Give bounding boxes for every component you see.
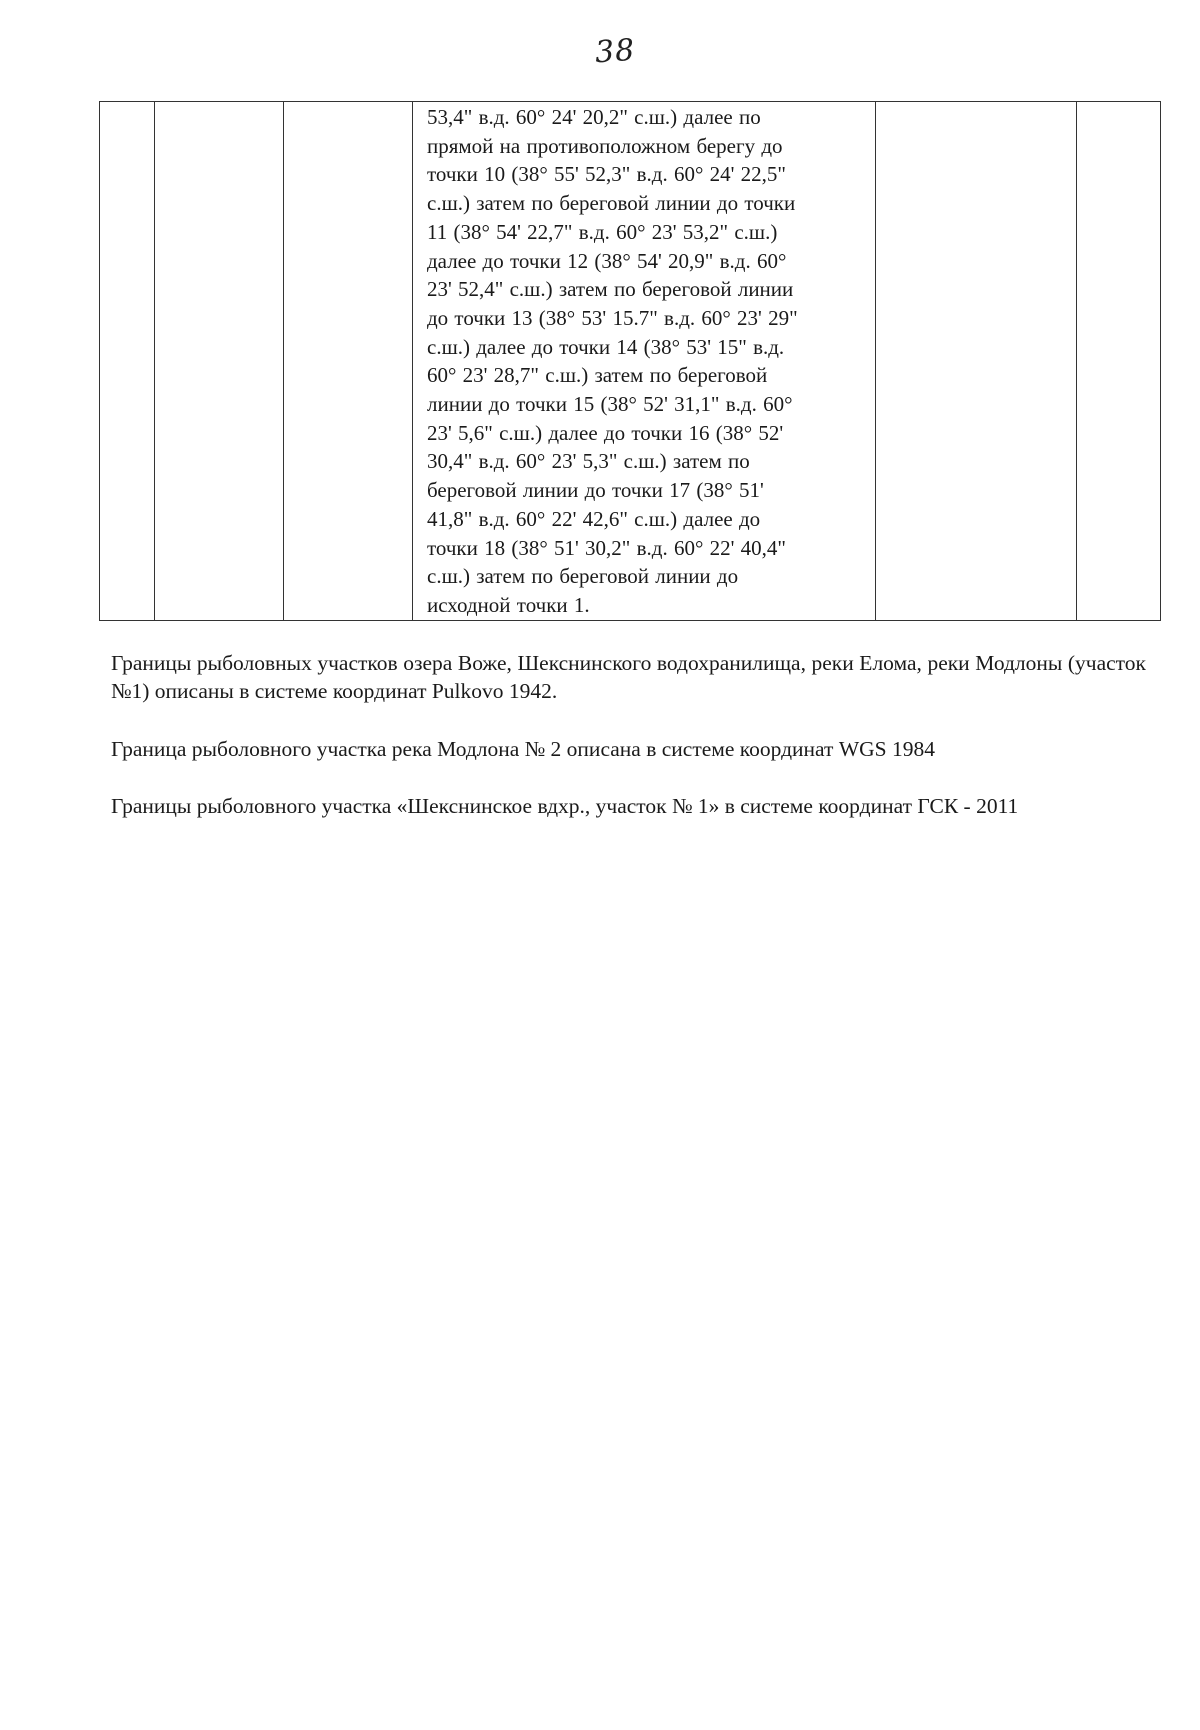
coordinate-system-note-2: Граница рыболовного участка река Модлона № 2 описана в системе координат WGS 1984 (111, 737, 935, 761)
boundary-table (99, 101, 1161, 621)
page-number: 38 (593, 32, 637, 71)
table-cell-purpose (876, 102, 1077, 621)
table-cell-area (284, 102, 413, 621)
table-cell-number (100, 102, 155, 621)
table-cell-extra (1077, 102, 1161, 621)
coordinate-system-note-1: Границы рыболовных участков озера Воже, Шекснинского водохранилища, реки Елома, реки Модлоны (участок №1) описаны в системе координат Pulkovo 1942. (111, 651, 1146, 703)
table-cell-description (413, 102, 876, 621)
table-cell-name (155, 102, 284, 621)
coordinate-system-note-3: Границы рыболовного участка «Шекснинское вдхр., участок № 1» в системе координат ГСК - 2011 (111, 794, 1019, 818)
boundary-description: 53,4" в.д. 60° 24' 20,2" с.ш.) далее по прямой на противоположном берегу до точки 10 (38° 55' 52,3" в.д. 60° 24' 22,5" с.ш.) затем по береговой линии до точки 11 (38° 54' 22,7" в.д. 60° 23' 53,2" с.ш.) далее до точки 12 (38° 54' 20,9" в.д. 60° 23' 52,4" с.ш.) затем по береговой линии до точки 13 (38° 53' 15.7" в.д. 60° 23' 29" с.ш.) далее до точки 14 (38° 53' 15" в.д. 60° 23' 28,7" с.ш.) затем по береговой линии до точки 15 (38° 52' 31,1" в.д. 60° 23' 5,6" с.ш.) далее до точки 16 (38° 52' 30,4" в.д. 60° 23' 5,3" с.ш.) затем по береговой линии до точки 17 (38° 51' 41,8" в.д. 60° 22' 42,6" с.ш.) далее до точки 18 (38° 51' 30,2" в.д. 60° 22' 40,4" с.ш.) затем по береговой линии до исходной точки 1. (427, 105, 798, 617)
table-row (100, 102, 1161, 621)
